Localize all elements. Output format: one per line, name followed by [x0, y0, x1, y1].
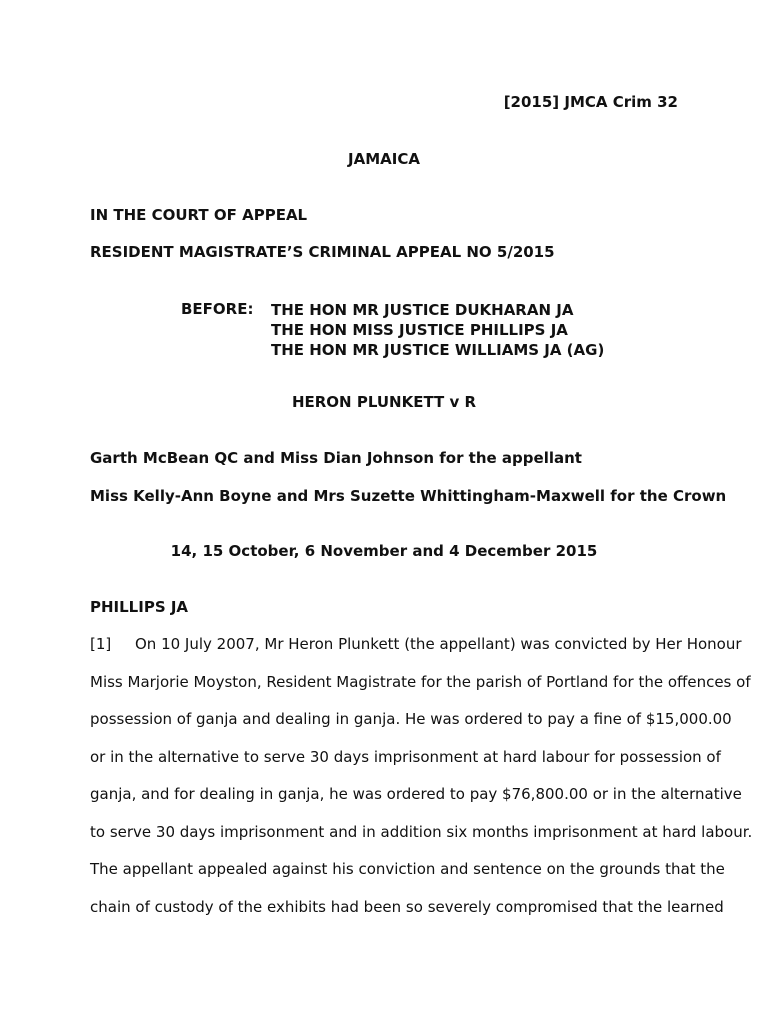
paragraph-line: to serve 30 days imprisonment and in addition six months imprisonment at hard labour.	[90, 822, 753, 841]
country-heading: JAMAICA	[348, 150, 420, 168]
judge-name: THE HON MR JUSTICE WILLIAMS JA (AG)	[271, 341, 605, 359]
paragraph-line: Miss Marjorie Moyston, Resident Magistrate for the parish of Portland for the offences of	[90, 672, 751, 691]
paragraph-line: The appellant appealed against his conviction and sentence on the grounds that the	[90, 860, 725, 878]
appeal-number: RESIDENT MAGISTRATE’S CRIMINAL APPEAL NO 5/2015	[90, 243, 555, 261]
judgment-author-heading: PHILLIPS JA	[90, 598, 189, 616]
bench-label: BEFORE:	[181, 300, 254, 318]
hearing-dates: 14, 15 October, 6 November and 4 December 2015	[170, 542, 598, 560]
paragraph-line: possession of ganja and dealing in ganja. He was ordered to pay a fine of $15,000.00	[90, 710, 732, 728]
judge-name: THE HON MISS JUSTICE PHILLIPS JA	[271, 321, 568, 339]
counsel-appellant: Garth McBean QC and Miss Dian Johnson for the appellant	[90, 449, 582, 467]
case-title: HERON PLUNKETT v R	[291, 393, 477, 411]
paragraph-1	[90, 626, 753, 926]
case-citation: [2015] JMCA Crim 32	[503, 93, 678, 111]
court-heading: IN THE COURT OF APPEAL	[90, 206, 308, 224]
paragraph-line: ganja, and for dealing in ganja, he was ordered to pay $76,800.00 or in the alternative	[90, 785, 742, 803]
paragraph-line	[90, 626, 742, 664]
paragraph-line: chain of custody of the exhibits had been so severely compromised that the learned	[90, 897, 724, 916]
bench-judges	[271, 300, 604, 360]
paragraph-number: [1]	[90, 635, 112, 653]
judge-name: THE HON MR JUSTICE DUKHARAN JA	[271, 301, 574, 319]
paragraph-line: or in the alternative to serve 30 days imprisonment at hard labour for possession of	[90, 747, 721, 766]
paragraph-line-text: On 10 July 2007, Mr Heron Plunkett (the appellant) was convicted by Her Honour	[135, 635, 742, 653]
counsel-crown: Miss Kelly-Ann Boyne and Mrs Suzette Whittingham-Maxwell for the Crown	[90, 487, 727, 505]
